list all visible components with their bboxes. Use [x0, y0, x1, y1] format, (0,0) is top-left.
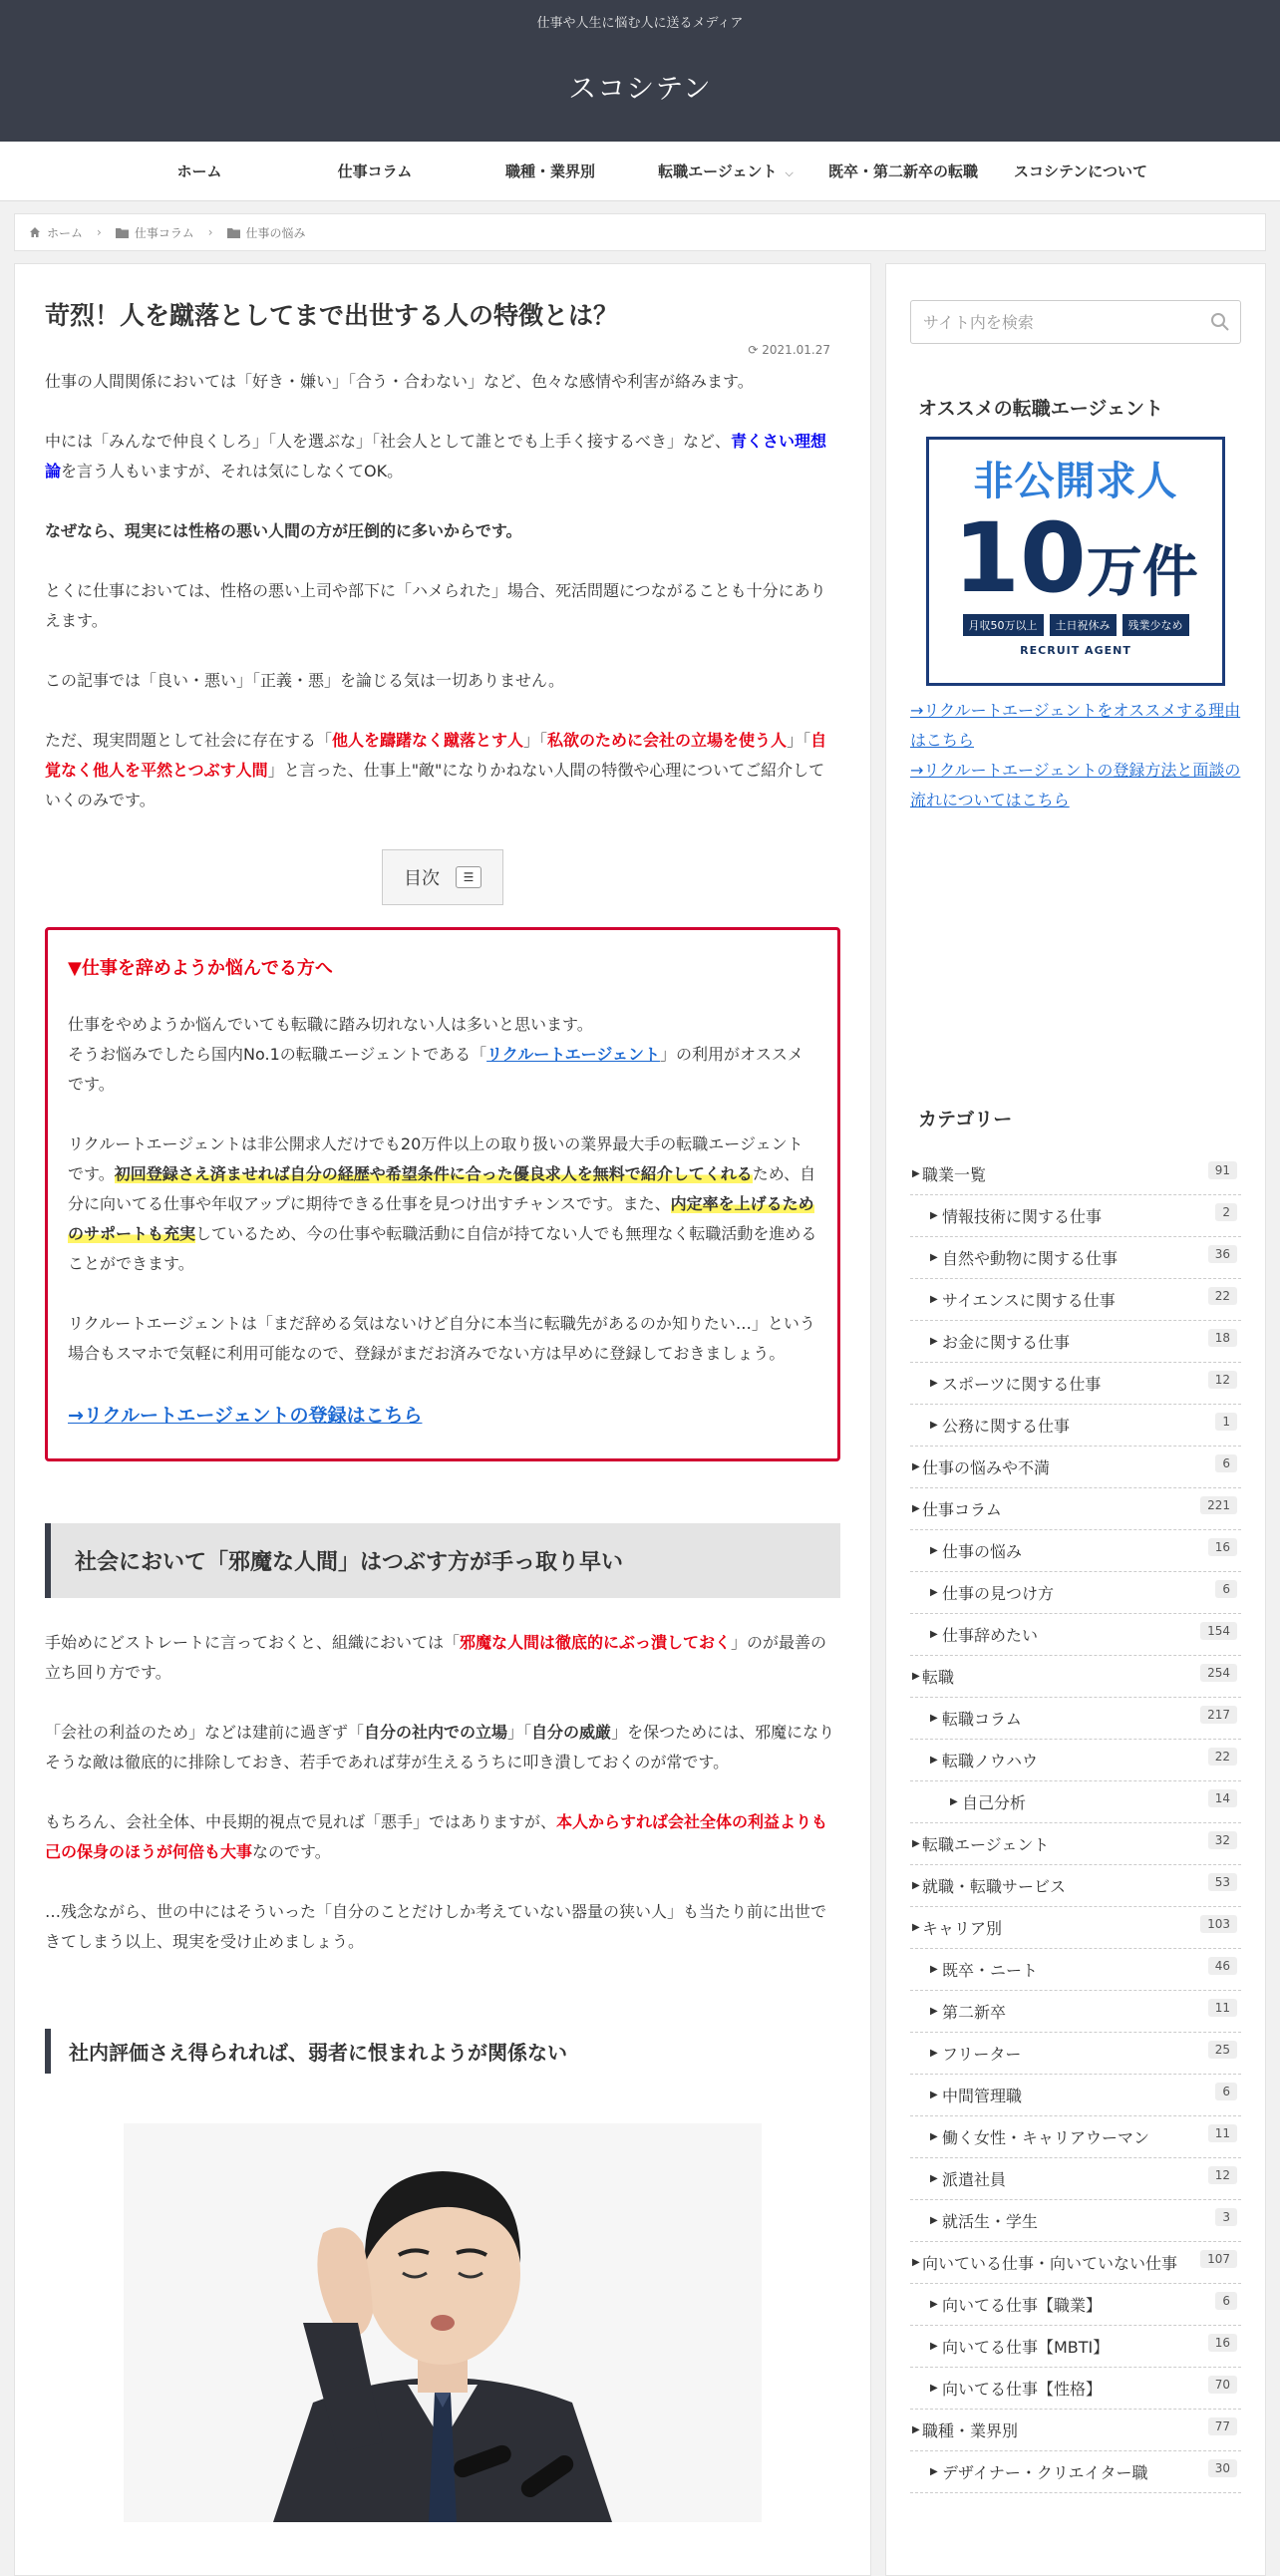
text: 中には「みんなで仲良くしろ」「人を選ぶな」「社会人として誰とでも上手く接するべき」など、: [45, 432, 732, 451]
caret-right-icon: ▶: [930, 1629, 938, 1640]
text: もちろん、会社全体、中長期的視点で見れば「悪手」ではありますが、: [45, 1812, 556, 1831]
text: ため、自分に向いてる仕事や年収アップに期待できる仕事を見つけ出すチャンスです。また、: [68, 1164, 816, 1213]
nav-item-agent-label: 転職エージェント: [658, 162, 778, 180]
emphasis-red: 本人からすれば会社全体の利益よりも己の保身のほうが何倍も大事: [45, 1812, 827, 1861]
site-header: [0, 0, 1280, 142]
paragraph: …残念ながら、世の中にはそういった「自分のことだけしか考えていない器量の狭い人」も当たり前に出世できてしまう以上、現実を受け止めましょう。: [45, 1902, 827, 1951]
caret-right-icon: ▶: [930, 2006, 938, 2017]
category-count: 77: [1208, 2417, 1237, 2435]
category-count: 16: [1208, 1538, 1237, 1556]
text: しているため、今の仕事や転職活動に自信が持てない人でも無理なく転職活動を進めることができます。: [68, 1224, 817, 1273]
category-item[interactable]: [910, 2200, 1241, 2242]
category-label: 就職・転職サービス: [922, 1877, 1067, 1896]
text: 手始めにどストレートに言っておくと、組織においては「: [45, 1633, 461, 1652]
text: を言う人もいますが、それは気にしなくてOK。: [61, 462, 404, 481]
category-item[interactable]: [910, 1656, 1241, 1698]
category-item[interactable]: [910, 1614, 1241, 1656]
category-count: 18: [1208, 1329, 1237, 1347]
cta-paragraph: [68, 1401, 817, 1431]
caret-right-icon: ▶: [950, 1796, 958, 1807]
caret-right-icon: ▶: [912, 1671, 920, 1682]
table-of-contents: [382, 849, 503, 905]
category-item[interactable]: [910, 1572, 1241, 1614]
category-count: 22: [1208, 1748, 1237, 1766]
article-main: [14, 263, 871, 2576]
search-input[interactable]: [911, 301, 1240, 343]
category-item[interactable]: [910, 1907, 1241, 1949]
category-label: デザイナー・クリエイター職: [942, 2463, 1148, 2482]
category-item[interactable]: [910, 2158, 1241, 2200]
category-count: 217: [1200, 1706, 1237, 1724]
banner-line3: 万件: [1086, 540, 1198, 605]
category-label: 仕事の悩みや不満: [922, 1458, 1051, 1477]
chevron-right-icon: ›: [207, 225, 213, 239]
paragraph: [68, 1129, 817, 1279]
category-count: 46: [1208, 1957, 1237, 1975]
category-label: 転職ノウハウ: [942, 1752, 1039, 1771]
category-list: [910, 1153, 1241, 2493]
category-label: 転職: [922, 1668, 955, 1687]
category-item[interactable]: [910, 2326, 1241, 2368]
category-item[interactable]: [910, 1949, 1241, 1991]
category-item[interactable]: [910, 2410, 1241, 2451]
text: 」の利用がオススメです。: [68, 1045, 803, 1094]
category-item[interactable]: [910, 2451, 1241, 2493]
emphasis-red: 自覚なく他人を平然とつぶす人間: [45, 731, 827, 780]
caret-right-icon: ▶: [930, 1587, 938, 1598]
caret-right-icon: ▶: [930, 2048, 938, 2059]
breadcrumb-home[interactable]: ホーム: [47, 225, 84, 240]
category-item[interactable]: [910, 1991, 1241, 2033]
banner-tag: 土日祝休み: [1050, 614, 1117, 636]
category-count: 12: [1208, 2166, 1237, 2184]
site-tagline: 仕事や人生に悩む人に送るメディア: [536, 16, 744, 31]
category-count: 6: [1215, 2292, 1237, 2310]
category-label: 転職エージェント: [922, 1835, 1050, 1854]
emphasis-red: 私欲のために会社の立場を使う人: [547, 731, 788, 750]
text: リクルートエージェントは非公開求人だけでも20万件以上の取り扱いの業界最大手の転職エージェントです。: [68, 1134, 803, 1183]
category-count: 91: [1208, 1161, 1237, 1179]
section-heading-h3: 社内評価さえ得られれば、弱者に恨まれようが関係ない: [45, 2029, 840, 2074]
category-item[interactable]: [910, 1363, 1241, 1405]
category-label: 情報技術に関する仕事: [942, 1207, 1103, 1226]
recommend-links: [910, 696, 1241, 815]
category-label: フリーター: [942, 2045, 1022, 2064]
highlight-text: 初回登録さえ済ませれば自分の経歴や希望条件に合った優良求人を無料で紹介してくれる: [114, 1164, 753, 1183]
caret-right-icon: ▶: [912, 2257, 920, 2268]
emphasis-red: 邪魔な人間は徹底的にぶっ潰しておく: [460, 1633, 732, 1652]
banner-tag: 月収50万以上: [963, 614, 1044, 636]
category-label: 職種・業界別: [922, 2421, 1019, 2440]
breadcrumb: [14, 213, 1266, 251]
category-count: 154: [1200, 1622, 1237, 1640]
chevron-right-icon: ›: [97, 225, 102, 239]
toc-toggle-button[interactable]: [456, 866, 481, 888]
text: 」と言った、仕事上"敵"になりかねない人間の特徴や心理についてご紹介していくのみです。: [45, 761, 825, 809]
caret-right-icon: ▶: [930, 1336, 938, 1347]
paragraph: [45, 726, 840, 815]
category-count: 103: [1200, 1915, 1237, 1933]
category-count: 6: [1215, 2083, 1237, 2100]
text: 」「: [507, 1723, 532, 1742]
caret-right-icon: ▶: [930, 1755, 938, 1766]
nav-item-agent[interactable]: [638, 161, 813, 181]
register-link[interactable]: →リクルートエージェントの登録はこちら: [68, 1405, 423, 1427]
category-label: サイエンスに関する仕事: [942, 1291, 1116, 1310]
category-count: 25: [1208, 2041, 1237, 2059]
paragraph: [45, 1807, 840, 1867]
update-icon: ⟳: [748, 343, 759, 357]
caret-right-icon: ▶: [912, 1503, 920, 1514]
category-label: お金に関する仕事: [942, 1333, 1071, 1352]
text: 「会社の利益のため」などは建前に過ぎず「: [45, 1723, 365, 1742]
category-count: 22: [1208, 1287, 1237, 1305]
category-item[interactable]: [910, 2284, 1241, 2326]
caret-right-icon: ▶: [930, 2215, 938, 2226]
paragraph: [45, 427, 840, 486]
category-item[interactable]: [910, 1865, 1241, 1907]
category-count: 6: [1215, 1580, 1237, 1598]
banner-brand: RECRUIT AGENT: [1020, 644, 1131, 657]
breadcrumb-level1[interactable]: 仕事コラム: [134, 225, 194, 240]
banner-tag: 残業少なめ: [1122, 614, 1189, 636]
category-count: 6: [1215, 1454, 1237, 1472]
category-label: 公務に関する仕事: [942, 1417, 1071, 1436]
recruit-agent-link[interactable]: リクルートエージェント: [486, 1045, 661, 1064]
paragraph: この記事では「良い・悪い」「正義・悪」を論じる気は一切ありません。: [45, 671, 564, 690]
caret-right-icon: ▶: [930, 1713, 938, 1724]
recommend-widget-title: オススメの転職エージェント: [918, 398, 1164, 420]
text: 」を保つためには、邪魔になりそうな敵は徹底的に排除しておき、若手であれば芽が生えるうちに叩き潰しておくのが常です。: [45, 1723, 835, 1771]
category-item[interactable]: [910, 1530, 1241, 1572]
category-count: 1: [1215, 1413, 1237, 1431]
category-count: 221: [1200, 1496, 1237, 1514]
nav-item-industry[interactable]: 職種・業界別: [504, 162, 595, 180]
caret-right-icon: ▶: [912, 1922, 920, 1933]
caret-right-icon: ▶: [912, 1838, 920, 1849]
category-count: 30: [1208, 2459, 1237, 2477]
category-widget-title: カテゴリー: [918, 1109, 1013, 1130]
highlight-text: 内定率を上げるためのサポートも充実: [68, 1194, 814, 1243]
caret-right-icon: ▶: [930, 1378, 938, 1389]
category-label: 向いてる仕事【MBTI】: [942, 2338, 1110, 2357]
site-search: [910, 300, 1241, 344]
category-count: 11: [1208, 1999, 1237, 2017]
category-count: 70: [1208, 2376, 1237, 2394]
caret-right-icon: ▶: [930, 2173, 938, 2184]
breadcrumb-level2[interactable]: 仕事の悩み: [245, 225, 306, 240]
list-icon: ☰: [463, 870, 475, 884]
category-item[interactable]: [910, 1153, 1241, 1195]
category-label: 第二新卒: [942, 2003, 1007, 2022]
cta-box: [45, 927, 840, 1461]
caret-right-icon: ▶: [930, 2299, 938, 2310]
category-label: 転職コラム: [942, 1710, 1022, 1729]
caret-right-icon: ▶: [930, 2466, 938, 2477]
emphasis-paragraph: なぜなら、現実には性格の悪い人間の方が圧倒的に多いからです。: [45, 521, 522, 540]
category-count: 14: [1208, 1789, 1237, 1807]
category-label: キャリア別: [922, 1919, 1003, 1938]
category-item[interactable]: [910, 1237, 1241, 1279]
category-item[interactable]: [910, 1447, 1241, 1488]
search-icon[interactable]: [1210, 312, 1230, 332]
site-logo[interactable]: スコシテン: [568, 72, 712, 105]
recommend-reason-link[interactable]: →リクルートエージェントをオススメする理由はこちら: [910, 701, 1241, 750]
global-nav: [0, 142, 1280, 201]
registration-flow-link[interactable]: →リクルートエージェントの登録方法と面談の流れについてはこちら: [910, 761, 1241, 809]
caret-right-icon: ▶: [930, 1420, 938, 1431]
sidebar: [885, 263, 1266, 2576]
ad-space: [910, 815, 1241, 1105]
paragraph: 仕事の人間関係においては「好き・嫌い」「合う・合わない」など、色々な感情や利害が絡みます。: [45, 372, 754, 391]
caret-right-icon: ▶: [930, 2383, 938, 2394]
category-item[interactable]: [910, 1698, 1241, 1740]
article-date-text: 2021.01.27: [762, 343, 830, 357]
folder-icon: [116, 227, 129, 238]
cta-box-title: ▼仕事を辞めようか悩んでる方へ: [68, 958, 333, 979]
home-icon: [29, 226, 41, 238]
nav-item-work-column[interactable]: 仕事コラム: [337, 162, 413, 180]
category-count: 2: [1215, 1203, 1237, 1221]
category-count: 107: [1200, 2250, 1237, 2268]
paragraph: [45, 1718, 840, 1777]
category-item[interactable]: [910, 1321, 1241, 1363]
category-label: 仕事辞めたい: [942, 1626, 1039, 1645]
category-label: 働く女性・キャリアウーマン: [942, 2128, 1150, 2147]
category-item[interactable]: [910, 2242, 1241, 2284]
banner-tags: [929, 614, 1222, 636]
category-item[interactable]: [910, 1488, 1241, 1530]
chevron-down-icon: ⌵: [785, 166, 794, 179]
category-count: 254: [1200, 1664, 1237, 1682]
text: なのです。: [252, 1842, 331, 1861]
emphasis-red: 他人を躊躇なく蹴落とす人: [332, 731, 524, 750]
article-date: [45, 343, 830, 357]
paragraph: [45, 1628, 840, 1688]
text: 」「: [523, 731, 548, 750]
category-item[interactable]: [910, 1405, 1241, 1447]
category-label: 派遣社員: [942, 2170, 1007, 2189]
section-heading-h2: 社会において「邪魔な人間」はつぶす方が手っ取り早い: [45, 1523, 840, 1598]
banner-line1: 非公開求人: [973, 459, 1178, 504]
category-label: 既卒・ニート: [942, 1961, 1039, 1980]
paragraph: とくに仕事においては、性格の悪い上司や部下に「ハメられた」場合、死活問題につながることも十分にありえます。: [45, 581, 826, 630]
category-label: 中間管理職: [942, 2087, 1023, 2105]
caret-right-icon: ▶: [930, 1545, 938, 1556]
article-photo: [124, 2123, 762, 2522]
text: 」のが最善の立ち回り方です。: [45, 1633, 827, 1682]
caret-right-icon: ▶: [930, 1964, 938, 1975]
category-label: 自己分析: [962, 1793, 1027, 1812]
category-item[interactable]: [910, 2368, 1241, 2410]
paragraph: リクルートエージェントは「まだ辞める気はないけど自分に本当に転職先があるのか知りたい…」という場合もスマホで気軽に利用可能なので、登録がまだお済みでない方は早めに登録しておきましょう。: [68, 1314, 815, 1363]
category-item[interactable]: [910, 2116, 1241, 2158]
category-label: 仕事コラム: [922, 1500, 1002, 1519]
nav-item-second-grad[interactable]: 既卒・第二新卒の転職: [827, 162, 978, 180]
caret-right-icon: ▶: [930, 2131, 938, 2142]
emphasis-blue: 青くさい理想論: [45, 432, 827, 481]
category-count: 53: [1208, 1873, 1237, 1891]
folder-icon: [227, 227, 240, 238]
bold-text: 自分の社内での立場: [364, 1723, 508, 1742]
caret-right-icon: ▶: [912, 1461, 920, 1472]
category-label: 就活生・学生: [942, 2212, 1039, 2231]
caret-right-icon: ▶: [930, 2341, 938, 2352]
article-title: 苛烈！人を蹴落としてまで出世する人の特徴とは？: [45, 301, 619, 330]
toc-label: 目次: [404, 868, 440, 889]
category-item[interactable]: [910, 1781, 1241, 1823]
caret-right-icon: ▶: [912, 2424, 920, 2435]
category-label: スポーツに関する仕事: [942, 1375, 1102, 1394]
banner-line2: 10: [953, 502, 1087, 614]
category-label: 仕事の見つけ方: [942, 1584, 1055, 1603]
category-count: 32: [1208, 1831, 1237, 1849]
category-item[interactable]: [910, 1740, 1241, 1781]
text: 」「: [787, 731, 811, 750]
recruit-agent-banner[interactable]: [926, 437, 1225, 686]
category-count: 36: [1208, 1245, 1237, 1263]
category-item[interactable]: [910, 2075, 1241, 2116]
nav-item-home[interactable]: ホーム: [176, 162, 222, 180]
category-item[interactable]: [910, 1279, 1241, 1321]
businessman-listening-image: [124, 2123, 762, 2522]
category-item[interactable]: [910, 1823, 1241, 1865]
category-label: 仕事の悩み: [942, 1542, 1023, 1561]
caret-right-icon: ▶: [912, 1880, 920, 1891]
category-count: 3: [1215, 2208, 1237, 2226]
category-item[interactable]: [910, 2033, 1241, 2075]
category-item[interactable]: [910, 1195, 1241, 1237]
category-count: 11: [1208, 2124, 1237, 2142]
bold-text: 自分の威厳: [531, 1723, 612, 1742]
caret-right-icon: ▶: [930, 2090, 938, 2100]
caret-right-icon: ▶: [912, 1168, 920, 1179]
text: ただ、現実問題として社会に存在する「: [45, 731, 333, 750]
category-count: 12: [1208, 1371, 1237, 1389]
category-count: 16: [1208, 2334, 1237, 2352]
caret-right-icon: ▶: [930, 1210, 938, 1221]
paragraph: [68, 1010, 817, 1100]
category-label: 向いてる仕事【性格】: [942, 2380, 1103, 2399]
caret-right-icon: ▶: [930, 1294, 938, 1305]
category-label: 自然や動物に関する仕事: [942, 1249, 1119, 1268]
category-label: 職業一覧: [922, 1165, 987, 1184]
nav-item-about[interactable]: スコシテンについて: [1014, 162, 1147, 180]
category-label: 向いている仕事・向いていない仕事: [922, 2254, 1178, 2273]
category-label: 向いてる仕事【職業】: [942, 2296, 1103, 2315]
caret-right-icon: ▶: [930, 1252, 938, 1263]
text: 仕事をやめようか悩んでいても転職に踏み切れない人は多いと思います。 そうお悩みでしたら国内No.1の転職エージェントである「: [68, 1015, 593, 1064]
